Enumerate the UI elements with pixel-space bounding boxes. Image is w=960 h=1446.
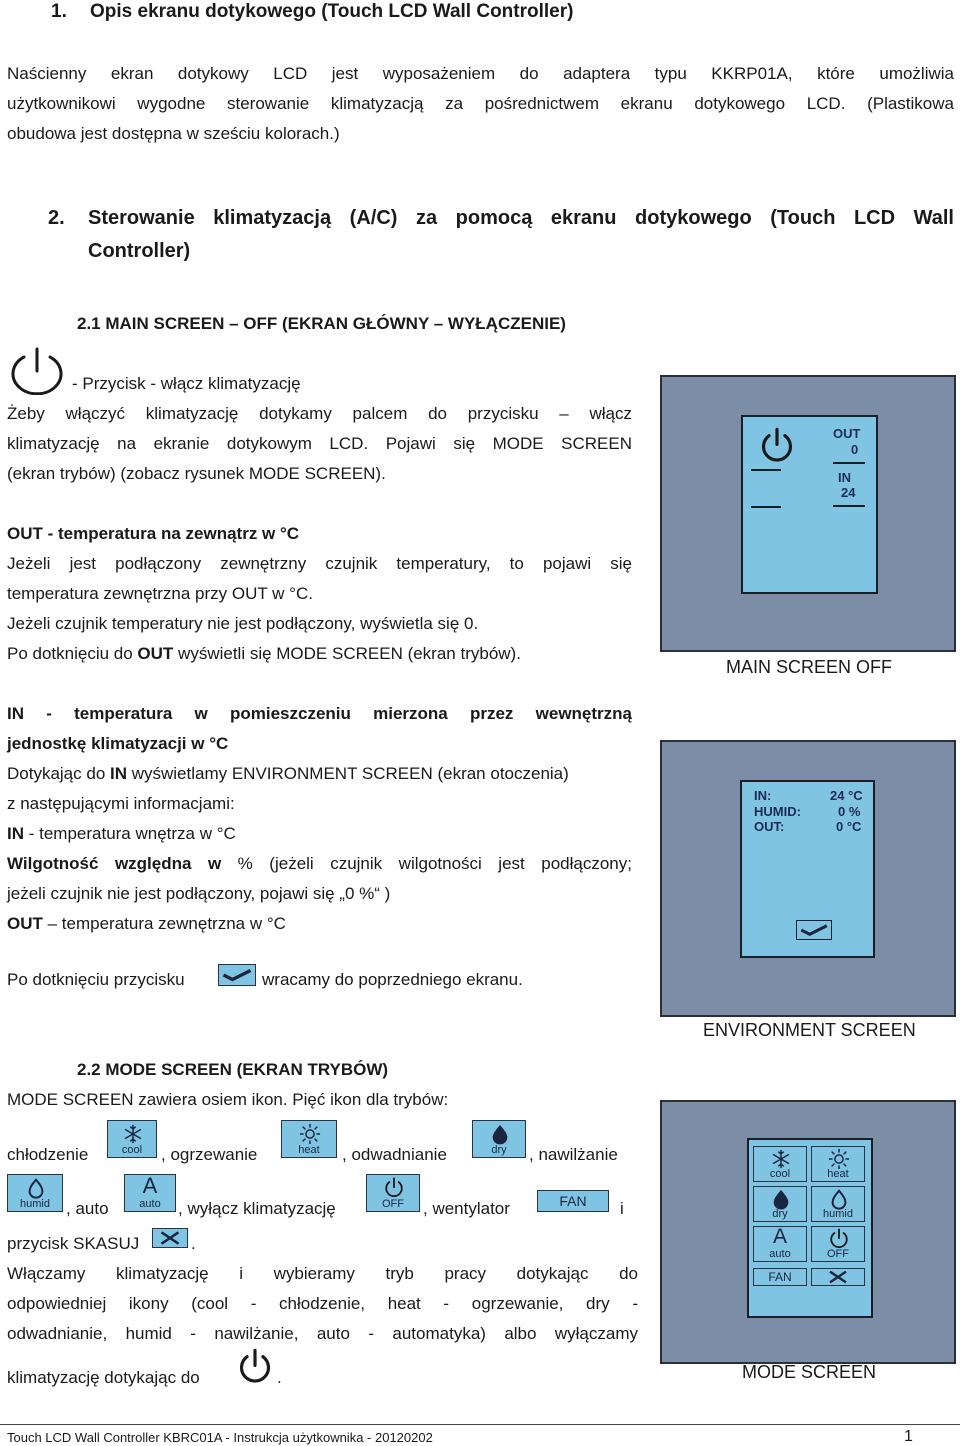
environment-lcd [740, 780, 875, 958]
power-icon [233, 1348, 277, 1386]
mode-text-heat: , ogrzewanie [161, 1145, 258, 1164]
main-screen-device [660, 375, 956, 652]
env-row-value: 24 °C [830, 788, 863, 803]
back-caption-post: wracamy do poprzedniego ekranu. [262, 970, 523, 989]
section-22-title: 2.2 MODE SCREEN (EKRAN TRYBÓW) [77, 1060, 389, 1079]
section-1-line-2: użytkownikowi wygodne sterowanie klimatyzacją za pośrednictwem ekranu dotykowego LCD. (Plastikowa [7, 94, 954, 113]
snowflake-icon [770, 1148, 792, 1170]
out-heading: OUT - temperatura na zewnątrz w °C [7, 524, 300, 543]
lcd-cool-button[interactable]: cool [753, 1146, 807, 1182]
in-heading-line-2: jednostkę klimatyzacji w °C [7, 734, 229, 753]
main-screen-lcd [741, 415, 878, 594]
mode-desc-last: klimatyzację dotykając do [7, 1368, 200, 1387]
off-icon: OFF [366, 1174, 420, 1212]
power-desc-line-1: Żeby włączyć klimatyzację dotykamy palcem do przycisku – włącz [7, 404, 632, 423]
mode-text-auto: , auto [66, 1199, 109, 1218]
power-icon [6, 345, 68, 395]
humid-item: Wilgotność względna w % (jeżeli czujnik wilgotności jest podłączony; [7, 854, 632, 873]
mode-desc-last-end: . [277, 1368, 282, 1387]
in-heading-line-1: IN - temperatura w pomieszczeniu mierzona przez wewnętrzną [7, 704, 632, 723]
lcd-humid-button[interactable]: humid [811, 1186, 865, 1222]
auto-glyph: A [772, 1225, 787, 1248]
env-row-label: OUT: [754, 819, 785, 834]
power-desc-line-3: (ekran trybów) (zobacz rysunek MODE SCREEN). [7, 464, 386, 483]
dry-icon: dry [472, 1120, 526, 1158]
lcd-power-icon[interactable] [756, 427, 798, 465]
in-touch-line: Dotykając do IN wyświetlamy ENVIRONMENT SCREEN (ekran otoczenia) [7, 764, 569, 783]
humid-item-line-2: jeżeli czujnik nie jest podłączony, pojawi się „0 %“ ) [7, 884, 391, 903]
lcd-off-button[interactable]: OFF [811, 1226, 865, 1262]
env-row-label: HUMID: [754, 804, 801, 819]
section-21-title: 2.1 MAIN SCREEN – OFF (EKRAN GŁÓWNY – WYŁĄCZENIE) [77, 314, 566, 333]
environment-caption: ENVIRONMENT SCREEN [703, 1020, 916, 1040]
section-2-title-line-1: Sterowanie klimatyzacją (A/C) za pomocą ekranu dotykowego (Touch LCD Wall [88, 207, 954, 229]
section-2-number: 2. [48, 207, 65, 229]
footer-divider [0, 1424, 960, 1425]
back-check-icon [218, 964, 256, 986]
env-back-button[interactable] [796, 920, 832, 940]
in-touch-line-2: z następującymi informacjami: [7, 794, 235, 813]
humid-icon: humid [7, 1174, 63, 1212]
mode-text-cool: chłodzenie [7, 1145, 89, 1164]
mode-desc-line-3: odwadnianie, humid - nawilżanie, auto - automatyka) albo wyłączamy [7, 1324, 638, 1343]
lcd-out-label[interactable]: OUT [833, 426, 861, 441]
sun-icon [828, 1148, 850, 1170]
x-icon [812, 1269, 864, 1285]
env-row-label: IN: [754, 788, 772, 803]
page-number: 1 [904, 1428, 913, 1445]
in-item: IN - temperatura wnętrza w °C [7, 824, 236, 843]
mode-desc-line-1: Włączamy klimatyzację i wybieramy tryb pracy dotykając do [7, 1264, 638, 1283]
lcd-fan-button[interactable]: FAN [753, 1268, 807, 1286]
mode-screen-caption: MODE SCREEN [742, 1362, 877, 1382]
section-22-intro: MODE SCREEN zawiera osiem ikon. Pięć ikon dla trybów: [7, 1090, 449, 1109]
mode-screen-device [660, 1100, 956, 1364]
lcd-in-label[interactable]: IN [838, 470, 851, 485]
lcd-divider [751, 469, 781, 471]
mode-text-cancel-end: . [191, 1234, 196, 1253]
cool-icon: cool [107, 1120, 157, 1158]
out-item: OUT – temperatura zewnętrzna w °C [7, 914, 286, 933]
out-touch-line: Po dotknięciu do OUT wyświetli się MODE SCREEN (ekran trybów). [7, 644, 521, 663]
env-row-value: 0 °C [836, 819, 862, 834]
auto-glyph: A [142, 1173, 158, 1198]
lcd-out-value: 0 [851, 442, 859, 457]
power-icon [828, 1228, 850, 1250]
environment-device [660, 740, 956, 1017]
mode-screen-lcd [747, 1138, 873, 1318]
lcd-cancel-button[interactable] [811, 1268, 865, 1286]
out-desc-line-2: temperatura zewnętrzna przy OUT w °C. [7, 584, 313, 603]
section-1-title: Opis ekranu dotykowego (Touch LCD Wall Controller) [90, 1, 574, 22]
lcd-heat-button[interactable]: heat [811, 1146, 865, 1182]
section-2-title-line-2: Controller) [88, 240, 191, 262]
section-1-line-1: Naścienny ekran dotykowy LCD jest wyposażeniem do adaptera typu KKRP01A, które umożliwia [7, 64, 954, 83]
mode-text-dry: , odwadnianie [342, 1145, 447, 1164]
footer-text: Touch LCD Wall Controller KBRC01A - Instrukcja użytkownika - 20120202 [7, 1430, 433, 1445]
auto-icon: A auto [124, 1174, 176, 1212]
lcd-dry-button[interactable]: dry [753, 1186, 807, 1222]
section-1-line-3: obudowa jest dostępna w sześciu kolorach.) [7, 124, 340, 143]
main-screen-caption: MAIN SCREEN OFF [726, 657, 893, 677]
section-1-number: 1. [51, 1, 67, 22]
out-desc-line-3: Jeżeli czujnik temperatury nie jest podłączony, wyświetla się 0. [7, 614, 479, 633]
lcd-divider [751, 506, 781, 508]
back-caption-pre: Po dotknięciu przycisku [7, 970, 185, 989]
lcd-in-value: 24 [841, 485, 856, 500]
power-desc-line-2: klimatyzację na ekranie dotykowym LCD. Pojawi się MODE SCREEN [7, 434, 632, 453]
lcd-divider [833, 462, 865, 464]
mode-text-fan: , wentylator [423, 1199, 510, 1218]
mode-text-and: i [620, 1199, 624, 1218]
mode-text-off: , wyłącz klimatyzację [178, 1199, 336, 1218]
mode-text-cancel: przycisk SKASUJ [7, 1234, 140, 1253]
check-icon [797, 921, 831, 939]
out-desc-line-1: Jeżeli jest podłączony zewnętrzny czujnik temperatury, to pojawi się [7, 554, 632, 573]
heat-icon: heat [281, 1120, 337, 1158]
lcd-auto-button[interactable]: A auto [753, 1226, 807, 1262]
cancel-x-icon [152, 1228, 188, 1248]
fan-icon: FAN [537, 1190, 609, 1212]
power-button-caption: - Przycisk - włącz klimatyzację [72, 374, 301, 393]
env-row-value: 0 % [838, 804, 861, 819]
lcd-divider [833, 505, 865, 507]
mode-text-humid: , nawilżanie [529, 1145, 618, 1164]
mode-desc-line-2: odpowiedniej ikony (cool - chłodzenie, heat - ogrzewanie, dry - [7, 1294, 638, 1313]
